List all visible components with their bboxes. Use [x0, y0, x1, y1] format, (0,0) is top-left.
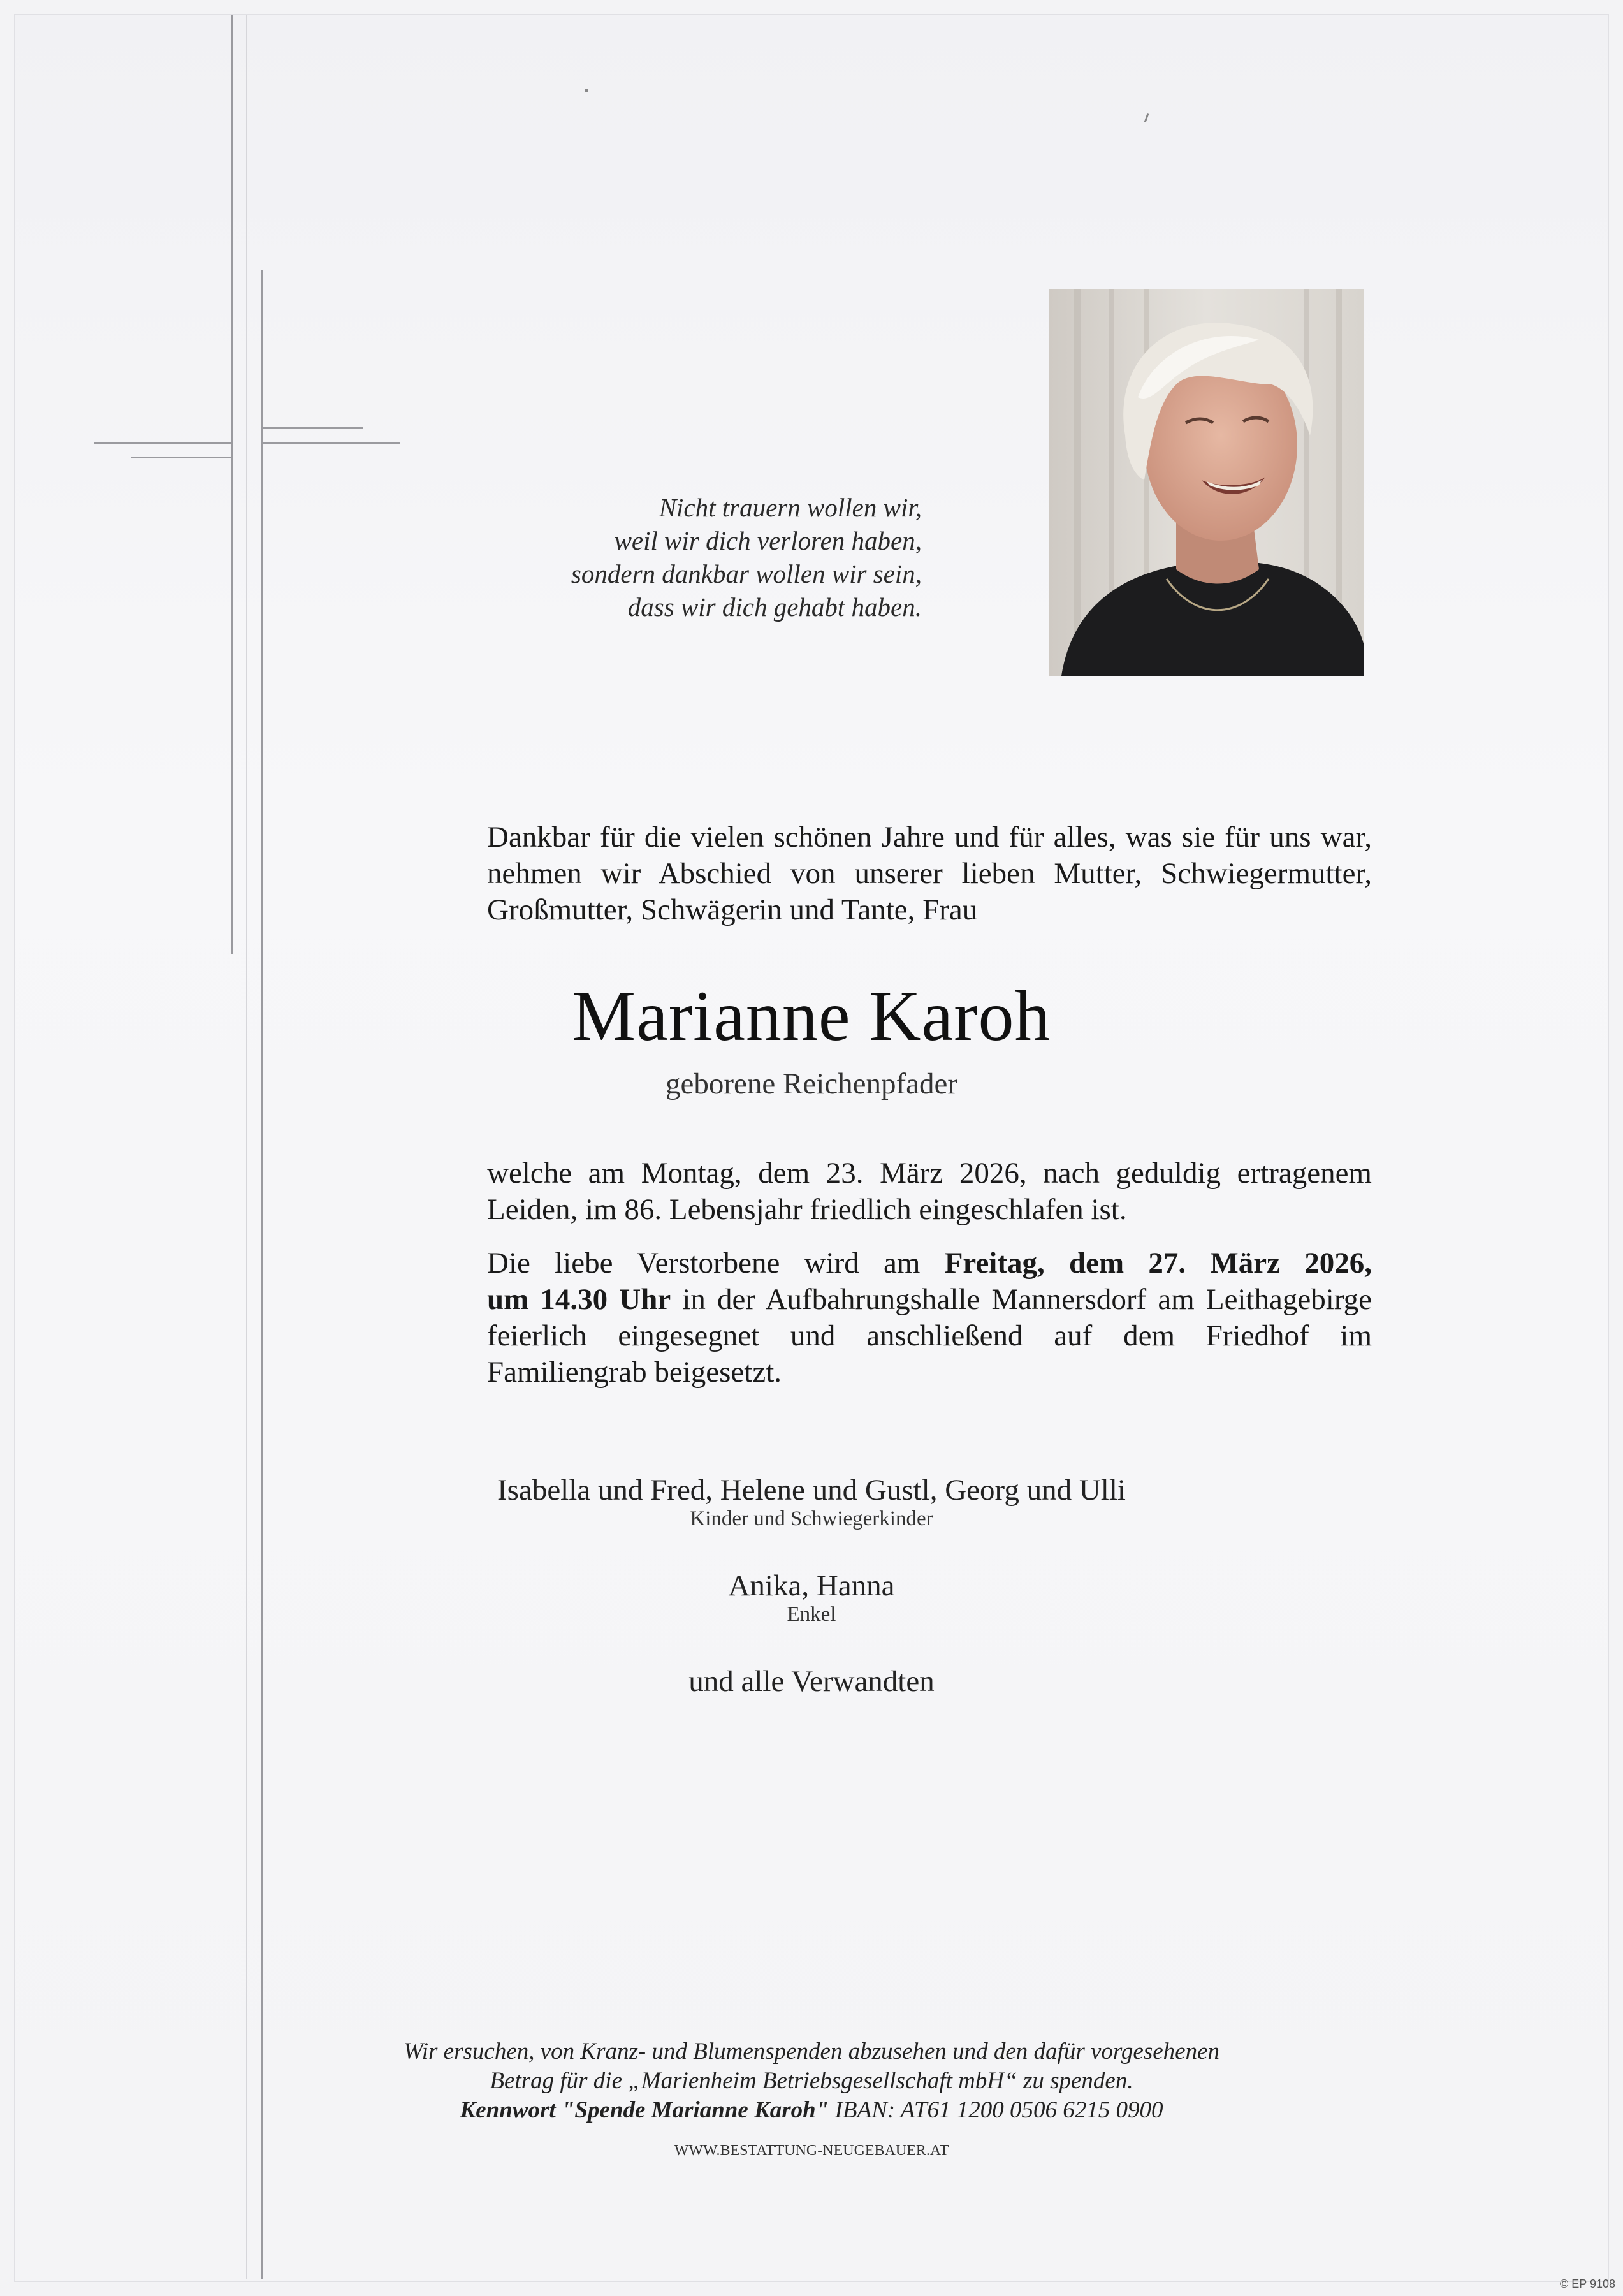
donation-line: Betrag für die „Marienheim Betriebsgesellschaft mbH“ zu spenden.	[490, 2068, 1133, 2094]
donation-note	[0, 2037, 1623, 2125]
birth-name: geborene Reichenpfader	[666, 1067, 957, 1100]
funeral-text: Die liebe Verstorbene wird am	[487, 1247, 945, 1280]
mourner-group	[0, 1473, 1623, 1531]
donation-keyword: Kennwort "Spende Marianne Karoh"	[460, 2097, 829, 2123]
poem-line: Nicht trauern wollen wir,	[659, 493, 922, 522]
poem-line: dass wir dich gehabt haben.	[627, 592, 922, 622]
website-link[interactable]: WWW.BESTATTUNG-NEUGEBAUER.AT	[674, 2142, 949, 2159]
donation-line	[0, 2096, 1623, 2125]
document-code: © EP 9108	[1560, 2278, 1615, 2290]
poem-line: weil wir dich verloren haben,	[614, 526, 922, 555]
memorial-poem	[348, 491, 922, 624]
intro-line: Großmutter, Schwägerin und Tante, Frau	[487, 893, 978, 926]
funeral-date: Freitag, dem 27. März 2026,	[944, 1247, 1372, 1280]
mourner-group	[0, 1664, 1623, 1699]
mourner-group	[0, 1568, 1623, 1627]
funeral-info	[487, 1245, 1372, 1391]
death-info	[487, 1155, 1372, 1228]
mourner-names: Anika, Hanna	[728, 1569, 895, 1602]
death-info-line: welche am Montag, dem 23. März 2026, nach geduldig ertragenem	[487, 1157, 1372, 1190]
obituary-sheet	[14, 14, 1609, 2282]
donation-iban: IBAN: AT61 1200 0506 6215 0900	[829, 2097, 1163, 2123]
funeral-time: um 14.30 Uhr	[487, 1283, 671, 1316]
death-info-line: Leiden, im 86. Lebensjahr friedlich eingeschlafen ist.	[487, 1193, 1127, 1226]
funeral-line-4: Familiengrab beigesetzt.	[487, 1356, 782, 1389]
mourner-names: und alle Verwandten	[688, 1665, 935, 1698]
speck	[585, 89, 588, 92]
cross-vertical-right	[261, 270, 263, 2279]
funeral-line-1	[487, 1245, 1372, 1282]
poem-line: sondern dankbar wollen wir sein,	[571, 559, 922, 589]
intro-line: Dankbar für die vielen schönen Jahre und für alles, was sie für uns war,	[487, 821, 1372, 854]
border-line	[246, 15, 247, 2279]
intro-line: nehmen wir Abschied von unserer lieben Mutter, Schwiegermutter,	[487, 857, 1372, 890]
deceased-name: Marianne Karoh	[572, 977, 1051, 1056]
cross-arm-right	[261, 442, 400, 444]
cross-arm-left-lower	[131, 457, 231, 458]
mourner-names: Isabella und Fred, Helene und Gustl, Georg und Ulli	[497, 1473, 1126, 1507]
funeral-line-3: feierlich eingesegnet und anschließend auf dem Friedhof im	[487, 1319, 1372, 1352]
donation-line: Wir ersuchen, von Kranz- und Blumenspenden abzusehen und den dafür vorgesehenen	[403, 2038, 1220, 2065]
cross-arm-right-upper	[261, 427, 363, 429]
cross-arm-left	[94, 442, 231, 444]
funeral-line-2	[487, 1282, 1372, 1318]
funeral-location: in der Aufbahrungshalle Mannersdorf am Leithagebirge	[671, 1283, 1372, 1316]
mourner-role: Kinder und Schwiegerkinder	[690, 1507, 933, 1530]
mourner-role: Enkel	[787, 1603, 836, 1626]
portrait-photo	[1049, 289, 1364, 676]
cross-vertical-left	[231, 15, 233, 954]
intro-text	[487, 819, 1372, 928]
